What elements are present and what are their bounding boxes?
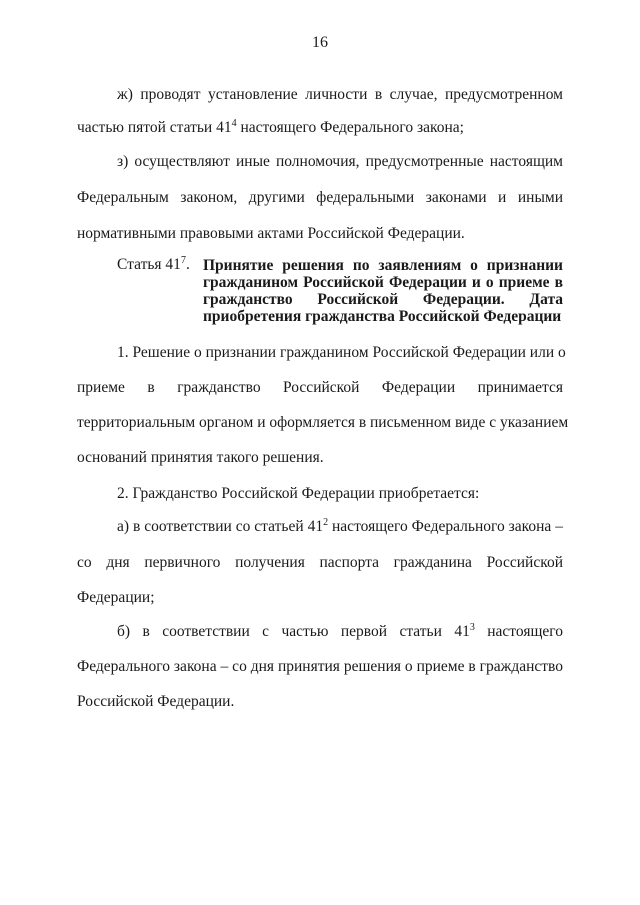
item-b-line-1-end: настоящего <box>474 623 563 640</box>
para-zh-line-2 <box>77 118 563 138</box>
item-1-line-2: приеме в гражданство Российской Федерации принимается <box>77 379 563 396</box>
para-z-line-2: Федеральным законом, другими федеральными законами и иными <box>77 189 563 206</box>
article-title-line-1: Принятие решения по заявлениям о признании <box>203 257 563 274</box>
item-1-line-1: 1. Решение о признании гражданином Российской Федерации или о <box>117 344 566 361</box>
item-a-line-1 <box>117 517 563 537</box>
article-label-superscript: 7 <box>180 255 186 266</box>
item-b-line-3: Российской Федерации. <box>77 693 235 710</box>
para-zh-line-2-end: настоящего Федерального закона; <box>236 119 464 136</box>
item-1-line-3: территориальным органом и оформляется в письменном виде с указанием <box>77 414 569 431</box>
article-title-line-2: гражданином Российской Федерации и о приеме в <box>203 274 563 291</box>
article-label-text: Статья 41 <box>117 256 181 273</box>
item-1-line-4: оснований принятия такого решения. <box>77 449 324 466</box>
item-a-line-2: со дня первичного получения паспорта гражданина Российской <box>77 554 563 571</box>
item-b-line-1 <box>117 622 563 642</box>
para-zh-line-1: ж) проводят установление личности в случае, предусмотренном <box>117 86 563 103</box>
para-z-line-3: нормативными правовыми актами Российской Федерации. <box>77 225 465 242</box>
para-zh-line-2-text: частью пятой статьи 41 <box>77 119 232 136</box>
page-number: 16 <box>312 34 328 51</box>
item-a-line-1-end: настоящего Федерального закона – <box>328 518 563 535</box>
article-title-line-3: гражданство Российской Федерации. Дата <box>203 291 563 308</box>
item-2-line-1: 2. Гражданство Российской Федерации приобретается: <box>117 485 480 502</box>
item-b-line-2: Федерального закона – со дня принятия решения о приеме в гражданство <box>77 658 563 675</box>
article-title-line-4: приобретения гражданства Российской Федерации <box>203 308 562 325</box>
item-b-superscript: 3 <box>469 622 475 633</box>
item-a-superscript: 2 <box>323 517 329 528</box>
item-b-line-1-text: б) в соответствии с частью первой статьи 41 <box>117 623 470 640</box>
para-zh-superscript: 4 <box>231 118 237 129</box>
item-a-line-3: Федерации; <box>77 589 155 606</box>
para-z-line-1: з) осуществляют иные полномочия, предусмотренные настоящим <box>117 153 563 170</box>
item-a-line-1-text: а) в соответствии со статьей 41 <box>117 518 324 535</box>
article-label <box>117 255 190 275</box>
article-label-dot: . <box>185 256 190 273</box>
